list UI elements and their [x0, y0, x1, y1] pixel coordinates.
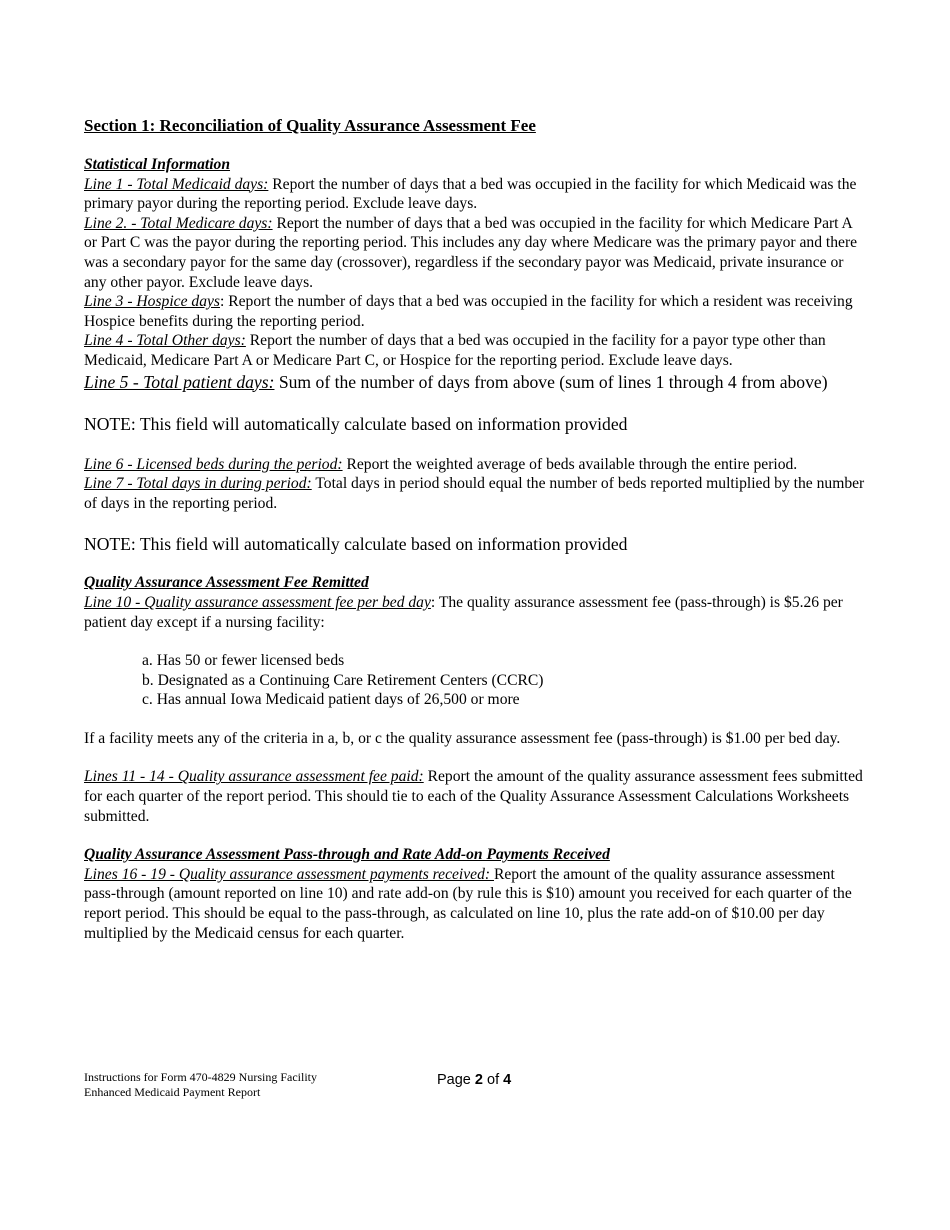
line5-text: Sum of the number of days from above (sum of lines 1 through 4 from above) — [274, 371, 828, 392]
auto-calculate-note: NOTE: This field will automatically calculate based on information provided — [84, 534, 628, 555]
lines16-19-text: Report the amount of the quality assurance assessment pass-through (amount reported on line 10) and rate add-on (by rule this is $10) amount you received for each quarter of the report period. This should be equal to the pass-through, as calculated on line 10, plus the rate add-on of $10.00 per day multiplied by the Medicaid census for each quarter. — [84, 865, 852, 942]
form-reference-line1: Instructions for Form 470-4829 Nursing Facility — [84, 1070, 317, 1084]
section-title: Section 1: Reconciliation of Quality Assurance Assessment Fee — [84, 116, 536, 135]
line4-label: Line 4 - Total Other days: — [84, 332, 246, 350]
line1-text: Report the number of days that a bed was occupied in the facility for which Medicaid was the primary payor during the reporting period. Exclude leave days. — [84, 175, 857, 213]
page-total: 4 — [503, 1072, 512, 1088]
line4-paragraph — [84, 331, 866, 370]
line2-text: Report the number of days that a bed was occupied in the facility for which Medicare Part A or Part C was the payor during the reporting period. This includes any day where Medicare was the primary payor and there was a secondary payor for the same day (crossover), regardless if the secondary payor was Medicaid, private insurance or any other payor. Exclude leave days. — [84, 214, 858, 291]
list-item: a. Has 50 or fewer licensed beds — [142, 652, 345, 670]
line7-paragraph — [84, 474, 866, 513]
line6-paragraph — [84, 455, 866, 475]
line4-text: Report the number of days that a bed was occupied in the facility for a payor type other than Medicaid, Medicare Part A or Medicare Part C, or Hospice for the reporting period. Exclude leave days. — [84, 332, 826, 369]
list-item: b. Designated as a Continuing Care Retirement Centers (CCRC) — [142, 671, 544, 689]
page-current: 2 — [474, 1072, 483, 1088]
line5-label: Line 5 - Total patient days: — [84, 371, 275, 392]
line3-label: Line 3 - Hospice days — [84, 293, 220, 311]
line5-paragraph — [84, 371, 866, 393]
criteria-list — [84, 651, 866, 710]
document-body — [84, 115, 866, 943]
line2-paragraph — [84, 214, 866, 292]
line6-label: Line 6 - Licensed beds during the period: — [84, 455, 343, 473]
list-item: c. Has annual Iowa Medicaid patient days of 26,500 or more — [142, 691, 520, 709]
line2-label: Line 2. - Total Medicare days: — [84, 214, 273, 232]
line1-paragraph — [84, 175, 866, 214]
page-of: of — [482, 1072, 504, 1088]
lines11-14-text: Report the amount of the quality assurance assessment fees submitted for each quarter of the report period. This should tie to each of the Quality Assurance Assessment Calculations Worksheets submitted. — [84, 768, 863, 825]
line7-label: Line 7 - Total days in during period: — [84, 475, 312, 493]
lines16-19-label: Lines 16 - 19 - Quality assurance assessment payments received: — [84, 865, 494, 883]
statistical-information-heading: Statistical Information — [84, 156, 231, 173]
line3-text: : Report the number of days that a bed was occupied in the facility for which a resident was receiving Hospice benefits during the reporting period. — [84, 293, 853, 330]
auto-calculate-note: NOTE: This field will automatically calculate based on information provided — [84, 413, 628, 434]
page-word: Page — [437, 1072, 475, 1088]
line3-paragraph — [84, 292, 866, 331]
form-reference-line2: Enhanced Medicaid Payment Report — [84, 1084, 261, 1099]
line1-label: Line 1 - Total Medicaid days: — [84, 175, 269, 193]
criteria-note-paragraph: If a facility meets any of the criteria in a, b, or c the quality assurance assessment fee (pass-through) is $1.00 per bed day. — [84, 729, 841, 747]
fee-remitted-heading: Quality Assurance Assessment Fee Remitted — [84, 574, 369, 592]
lines11-14-paragraph — [84, 767, 866, 826]
line10-paragraph — [84, 593, 866, 632]
line10-label: Line 10 - Quality assurance assessment fee per bed day — [84, 593, 431, 611]
payments-received-heading: Quality Assurance Assessment Pass-through and Rate Add-on Payments Received — [84, 846, 610, 864]
lines16-19-paragraph — [84, 865, 866, 943]
form-reference — [84, 1070, 317, 1099]
line6-text: Report the weighted average of beds available through the entire period. — [342, 455, 798, 473]
lines11-14-label: Lines 11 - 14 - Quality assurance assessment fee paid: — [84, 768, 424, 786]
line10-text: : The quality assurance assessment fee (pass-through) is $5.26 per patient day except if a nursing facility: — [84, 593, 843, 631]
page-number — [437, 1070, 511, 1090]
line7-text: Total days in period should equal the number of beds reported multiplied by the number of days in the reporting period. — [84, 475, 865, 512]
